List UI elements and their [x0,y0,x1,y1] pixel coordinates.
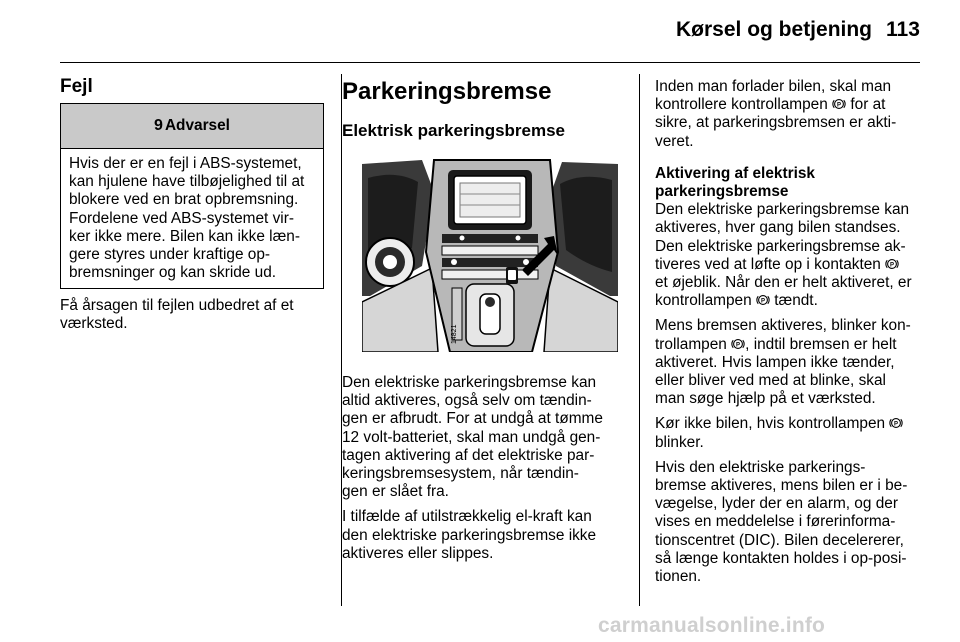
text-line: Den elektriske parkeringsbremse ak- [655,237,906,255]
text-line: blinker. [655,433,704,451]
warning-box [60,103,324,289]
parking-brake-lamp-icon [731,337,745,351]
warning-line: kan hjulene have tilbøjelighed til at [69,173,305,191]
text-segment: kontrollampen [655,292,756,310]
text-line [655,256,923,274]
text-line: den elektriske parkeringsbremse ikke [342,526,597,544]
svg-text:P: P [890,262,895,269]
figure-code: 14821 [451,324,458,344]
svg-text:P: P [894,421,899,428]
text-line: tagen aktivering af det elektriske par- [342,446,595,464]
text-line [655,336,923,354]
fault-paragraph [60,297,326,333]
text-line: vises en meddelelse i førerinforma- [655,513,896,531]
activation-text [655,78,923,586]
warning-text [61,149,323,282]
warning-triangle-icon: 9 [154,117,163,134]
text-line: veret. [655,132,694,150]
text-line: så længe kontakten holdes i op-posi- [655,549,907,567]
text-line [655,96,923,114]
text-line: sikre, at parkeringsbremsen er akti- [655,114,897,132]
warning-title: Advarsel [164,117,230,134]
text-line [655,415,923,433]
warning-line: bremsninger og kan skride ud. [69,264,277,282]
fault-heading: Fejl [60,76,93,97]
text-line: tionen. [655,568,702,586]
parking-brake-switch-icon [885,257,899,271]
text-segment: Kør ikke bilen, hvis kontrollampen [655,415,890,433]
text-line: Inden man forlader bilen, skal man [655,78,892,95]
activation-subheading: parkeringsbremse [655,183,789,201]
svg-text:P: P [760,298,765,305]
watermark: carmanualsonline.info [598,614,826,637]
section-title: Kørsel og betjening [676,18,873,41]
warning-line: ker ikke mere. Bilen kan ikke læn- [69,227,300,245]
text-segment: tiveres ved at løfte op i kontakten [655,255,886,273]
text-line: værksted. [60,315,128,333]
svg-text:P: P [837,102,842,109]
center-console-illustration [362,156,618,352]
header-rule [60,62,920,63]
text-line: Hvis den elektriske parkerings- [655,458,866,476]
text-line: et øjeblik. Når den er helt aktiveret, er [655,274,912,292]
text-line: Få årsagen til fejlen udbedret af et [60,297,294,314]
text-line: altid aktiveres, også selv om tændin- [342,392,592,410]
text-segment: , indtil bremsen er helt [745,335,897,353]
text-line: gen er slået fra. [342,483,449,501]
parking-brake-lamp-icon [889,416,903,430]
text-line [655,292,923,310]
parking-brake-lamp-icon [756,293,770,307]
text-line: Den elektriske parkeringsbremse kan [655,201,910,219]
text-segment: kontrollere kontrollampen [655,96,833,114]
text-line: gen er afbrudt. For at undgå at tømme [342,410,603,428]
text-line: Mens bremsen aktiveres, blinker kon- [655,317,911,335]
text-segment: for at [846,96,886,114]
parking-brake-lamp-icon [832,97,846,111]
parking-brake-text [342,374,624,563]
text-line: keringsbremsesystem, når tændin- [342,465,579,483]
text-line: man søge hjælp på et værksted. [655,390,876,408]
text-line: I tilfælde af utilstrækkelig el-kraft kan [342,508,592,526]
text-line: 12 volt-batteriet, skal man undgå gen- [342,428,601,446]
warning-line: gere styres under kraftige op- [69,246,271,264]
text-line: aktiveret. Hvis lampen ikke tænder, [655,353,895,371]
svg-text:P: P [736,341,741,348]
text-line: aktiveres eller slippes. [342,544,494,562]
column-divider-2 [639,74,640,606]
parking-brake-heading: Parkeringsbremse [342,78,552,105]
activation-subheading: Aktivering af elektrisk [655,164,815,182]
warning-line: Fordelene ved ABS-systemet vir- [69,209,294,227]
text-segment: tændt. [769,292,818,310]
text-line: vægelse, lyder der en alarm, og der [655,495,898,513]
text-line: tionscentret (DIC). Bilen decelererer, [655,531,904,549]
text-segment: trollampen [655,335,732,353]
text-line: eller bliver ved med at blinke, skal [655,372,886,390]
text-line: Den elektriske parkeringsbremse kan [342,374,597,391]
electric-parking-brake-subheading: Elektrisk parkeringsbremse [342,121,566,140]
warning-line: blokere ved en brat opbremsning. [69,191,299,209]
warning-line: Hvis der er en fejl i ABS-systemet, [69,155,302,172]
page-number: 113 [886,18,920,41]
warning-header [61,104,323,149]
text-line: aktiveres, hver gang bilen standses. [655,219,901,237]
text-line: bremse aktiveres, mens bilen er i be- [655,477,908,495]
